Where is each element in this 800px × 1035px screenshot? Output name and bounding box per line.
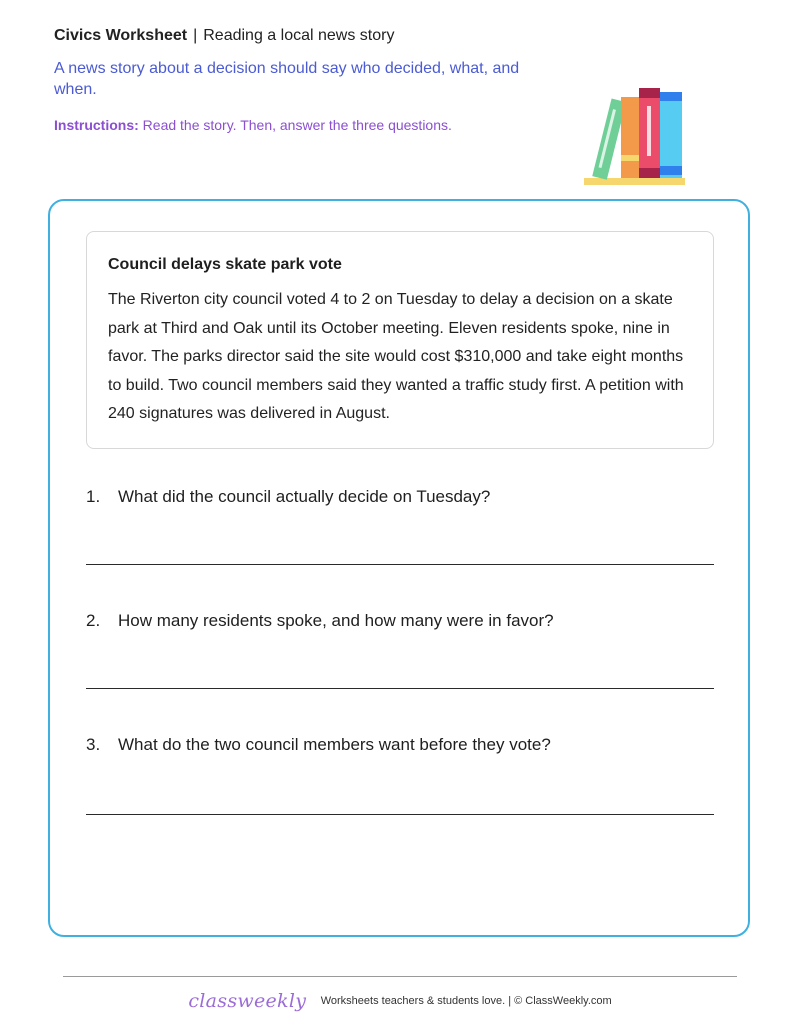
title-separator: | xyxy=(193,27,198,44)
footer xyxy=(0,990,800,1012)
footer-text: Worksheets teachers & students love. | © ClassWeekly.com xyxy=(320,995,612,1007)
question-number: 3. xyxy=(86,735,101,754)
worksheet-topic: Reading a local news story xyxy=(203,27,395,44)
question-1 xyxy=(86,486,714,508)
question-text: What do the two council members want before they vote? xyxy=(118,735,551,754)
question-number: 2. xyxy=(86,611,101,630)
brand-logo: classweekly xyxy=(188,990,307,1012)
worksheet-header xyxy=(54,26,574,134)
story-body: The Riverton city council voted 4 to 2 on Tuesday to delay a decision on a skate park at Third and Oak until its October meeting. Eleven residents spoke, nine in favor. The parks director said the site would cost $310,000 and take eight months to build. Two council members said they wanted a traffic study first. A petition with 240 signatures was delivered in August. xyxy=(108,291,684,422)
books-icon xyxy=(582,84,686,188)
question-text: What did the council actually decide on Tuesday? xyxy=(118,487,491,506)
worksheet-label: Civics Worksheet xyxy=(54,27,188,44)
answer-line-1[interactable] xyxy=(86,564,714,565)
instructions-label: Instructions: xyxy=(54,117,139,133)
answer-line-3[interactable] xyxy=(86,814,714,815)
story-title: Council delays skate park vote xyxy=(108,256,342,273)
tagline: A news story about a decision should say who decided, what, and when. xyxy=(54,60,520,98)
question-number: 1. xyxy=(86,487,101,506)
instructions xyxy=(54,116,574,134)
title-line xyxy=(54,26,574,46)
question-2 xyxy=(86,610,714,632)
news-story-box xyxy=(86,231,714,449)
question-text: How many residents spoke, and how many were in favor? xyxy=(118,611,554,630)
footer-divider xyxy=(63,976,737,977)
instructions-text: Read the story. Then, answer the three questions. xyxy=(142,117,452,133)
question-3 xyxy=(86,734,714,756)
answer-line-2[interactable] xyxy=(86,688,714,689)
